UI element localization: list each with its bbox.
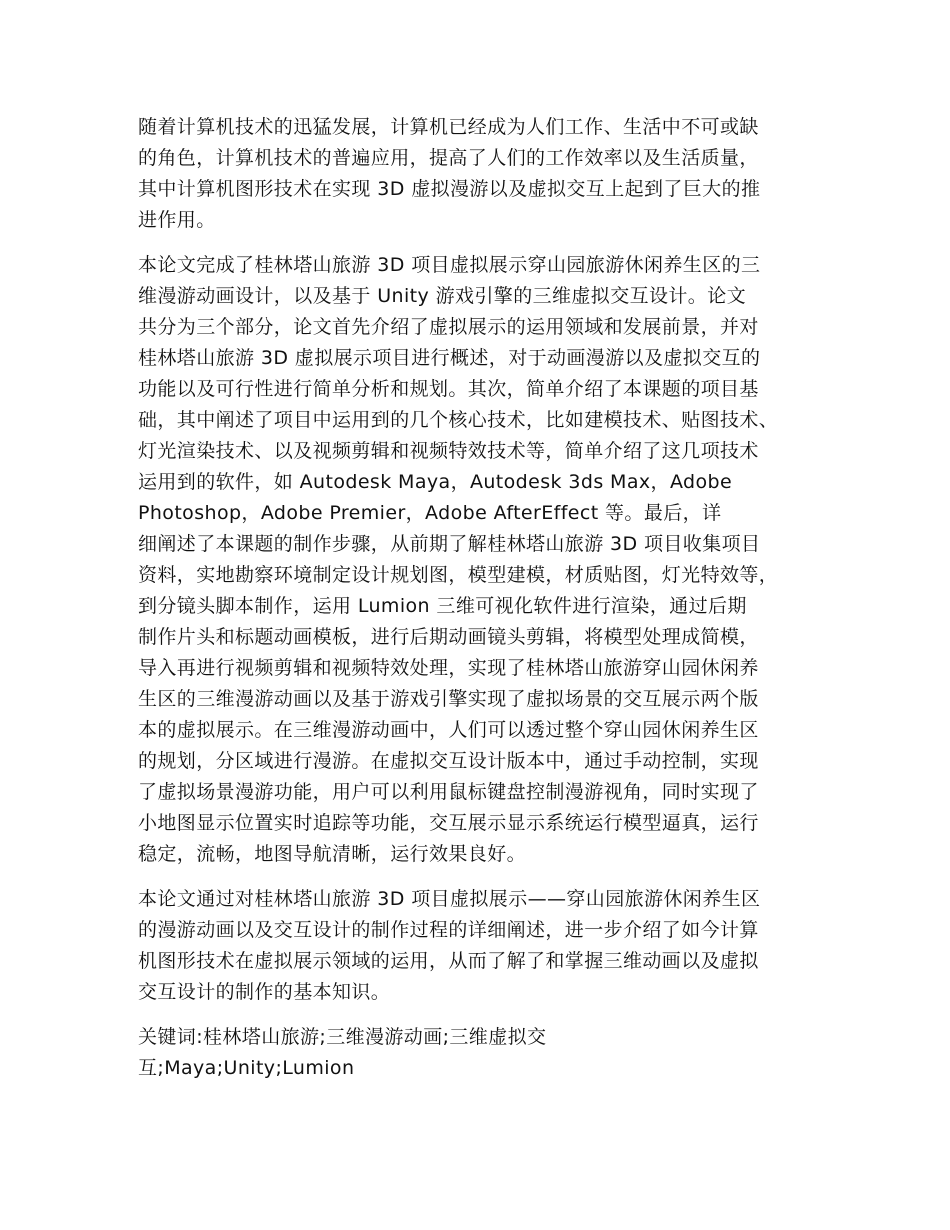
text-line: 细阐述了本课题的制作步骤，从前期了解桂林塔山旅游 3D 项目收集项目 [138,533,761,555]
text-line: 稳定，流畅，地图导航清晰，运行效果良好。 [138,843,527,865]
text-line: 了虚拟场景漫游功能，用户可以利用鼠标键盘控制漫游视角，同时实现了 [138,781,759,803]
text-line: 维漫游动画设计，以及基于 Unity 游戏引擎的三维虚拟交互设计。论文 [138,285,747,307]
text-line: 灯光渲染技术、以及视频剪辑和视频特效技术等，简单介绍了这几项技术 [138,440,759,462]
text-line: 础，其中阐述了项目中运用到的几个核心技术，比如建模技术、贴图技术、 [138,409,779,431]
text-line: 到分镜头脚本制作，运用 Lumion 三维可视化软件进行渲染，通过后期 [138,595,747,617]
text-line: 随着计算机技术的迅猛发展，计算机已经成为人们工作、生活中不可或缺 [138,116,759,138]
text-line: 机图形技术在虚拟展示领域的运用，从而了解了和掌握三维动画以及虚拟 [138,950,759,972]
text-line: 导入再进行视频剪辑和视频特效处理，实现了桂林塔山旅游穿山园休闲养 [138,657,759,679]
paragraph-summary [138,250,828,870]
text-line: 关键词:桂林塔山旅游;三维漫游动画;三维虚拟交 [138,1026,547,1048]
text-line: 生区的三维漫游动画以及基于游戏引擎实现了虚拟场景的交互展示两个版 [138,688,759,710]
text-line: 互;Maya;Unity;Lumion [138,1057,355,1079]
text-line: 资料，实地勘察环境制定设计规划图，模型建模，材质贴图，灯光特效等， [138,564,779,586]
paragraph-conclusion [138,884,828,1008]
text-line: 本论文完成了桂林塔山旅游 3D 项目虚拟展示穿山园旅游休闲养生区的三 [138,254,761,276]
text-line: 交互设计的制作的基本知识。 [138,981,391,1003]
text-line: 功能以及可行性进行简单分析和规划。其次，简单介绍了本课题的项目基 [138,378,759,400]
text-line: 的规划，分区域进行漫游。在虚拟交互设计版本中，通过手动控制，实现 [138,750,759,772]
text-line: 运用到的软件，如 Autodesk Maya，Autodesk 3ds Max，Adobe [138,471,733,493]
text-line: 其中计算机图形技术在实现 3D 虚拟漫游以及虚拟交互上起到了巨大的推 [138,178,761,200]
keywords [138,1022,828,1084]
text-line: 的漫游动画以及交互设计的制作过程的详细阐述，进一步介绍了如今计算 [138,919,759,941]
text-line: 桂林塔山旅游 3D 虚拟展示项目进行概述，对于动画漫游以及虚拟交互的 [138,347,761,369]
abstract-text [138,112,828,1084]
text-line: 小地图显示位置实时追踪等功能，交互展示显示系统运行模型逼真，运行 [138,812,759,834]
text-line: 进作用。 [138,209,216,231]
text-line: 的角色，计算机技术的普遍应用，提高了人们的工作效率以及生活质量， [138,147,759,169]
text-line: 制作片头和标题动画模板，进行后期动画镜头剪辑，将模型处理成简模， [138,626,759,648]
text-line: 共分为三个部分，论文首先介绍了虚拟展示的运用领域和发展前景，并对 [138,316,759,338]
text-line: 本论文通过对桂林塔山旅游 3D 项目虚拟展示——穿山园旅游休闲养生区 [138,888,761,910]
text-line: 本的虚拟展示。在三维漫游动画中，人们可以透过整个穿山园休闲养生区 [138,719,759,741]
text-line: Photoshop，Adobe Premier，Adobe AfterEffect 等。最后，详 [138,502,722,524]
paragraph-intro [138,112,828,236]
